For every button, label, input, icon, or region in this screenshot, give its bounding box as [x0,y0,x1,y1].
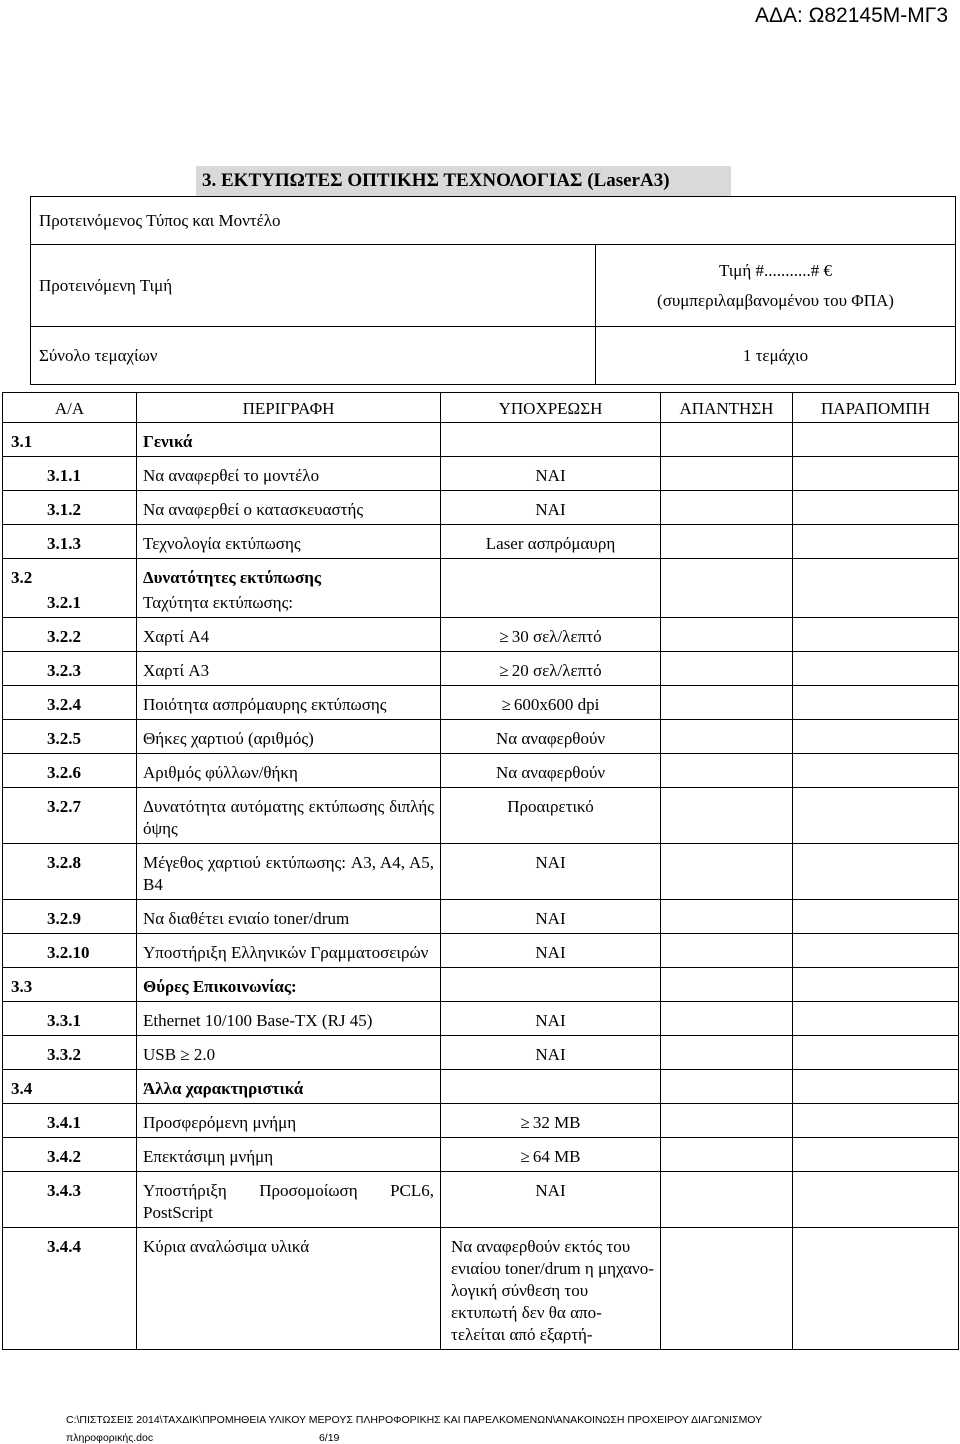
requirement-text: ΝΑΙ [535,943,566,962]
row-description: Υποστήριξη Προσομοίωση PCL6, PostScript [137,1172,441,1228]
row-reference-cell[interactable] [793,1036,959,1070]
row-requirement [441,618,661,652]
row-number: 3.2.8 [3,844,137,900]
row-answer-cell[interactable] [661,686,793,720]
row-requirement [441,1036,661,1070]
table-row [3,1036,959,1070]
quantity-label: Σύνολο τεμαχίων [31,327,596,385]
row-reference-cell[interactable] [793,423,959,457]
row-reference-cell[interactable] [793,754,959,788]
requirement-text: ΝΑΙ [535,500,566,519]
row-number: 3.2.6 [3,754,137,788]
table-row [3,457,959,491]
table-row [3,900,959,934]
row-reference-cell[interactable] [793,720,959,754]
requirement-text: 32 MB [532,1113,581,1132]
greater-equal-icon: ≥ [520,1113,530,1132]
row-reference-cell[interactable] [793,652,959,686]
table-row [3,1002,959,1036]
row-number: 3.2.1 [3,592,137,618]
row-description: Να αναφερθεί το μοντέλο [137,457,441,491]
row-description: Ethernet 10/100 Base-TX (RJ 45) [137,1002,441,1036]
row-requirement [441,1070,661,1104]
row-number: 3.4.3 [3,1172,137,1228]
row-description: Επεκτάσιμη μνήμη [137,1138,441,1172]
proposed-price-label: Προτεινόμενη Τιμή [31,245,596,327]
row-answer-cell[interactable] [661,652,793,686]
row-reference-cell[interactable] [793,1104,959,1138]
greater-equal-icon: ≥ [501,695,511,714]
requirement-text: ΝΑΙ [535,466,566,485]
section-row [3,559,959,593]
row-description: Δυνατότητα αυτόματης εκτύπωσης διπλής όψης [137,788,441,844]
row-description: Κύρια αναλώσιμα υλικά [137,1228,441,1350]
row-reference-cell[interactable] [793,844,959,900]
row-answer-cell[interactable] [661,1104,793,1138]
row-description: Ποιότητα ασπρόμαυρης εκτύπωσης [137,686,441,720]
col-header-aa: Α/Α [3,393,137,423]
row-requirement [441,559,661,593]
row-number: 3.2.9 [3,900,137,934]
requirement-text: Να αναφερθούν [495,763,606,782]
row-description: Ταχύτητα εκτύπωσης: [137,592,441,618]
row-answer-cell[interactable] [661,618,793,652]
table-row [3,592,959,618]
section-title: 3. ΕΚΤΥΠΩΤΕΣ ΟΠΤΙΚΗΣ ΤΕΧΝΟΛΟΓΙΑΣ (LaserA3) [196,166,731,196]
row-reference-cell[interactable] [793,934,959,968]
section-row [3,1070,959,1104]
row-number: 3.2.7 [3,788,137,844]
row-number: 3.1.2 [3,491,137,525]
footer-file-line [66,1432,339,1444]
row-requirement [441,525,661,559]
row-requirement [441,1104,661,1138]
row-description: Θήκες χαρτιού (αριθμός) [137,720,441,754]
row-answer-cell[interactable] [661,491,793,525]
row-requirement [441,1138,661,1172]
section-row [3,968,959,1002]
requirement-text: ΝΑΙ [535,1181,566,1200]
row-number: 3.1.1 [3,457,137,491]
row-number: 3.2.3 [3,652,137,686]
row-reference-cell[interactable] [793,968,959,1002]
row-reference-cell[interactable] [793,1138,959,1172]
row-description: USB ≥ 2.0 [137,1036,441,1070]
row-number: 3.2.2 [3,618,137,652]
row-number: 3.2.5 [3,720,137,754]
row-description: Θύρες Επικοινωνίας: [137,968,441,1002]
footer-page: 6/19 [318,1432,340,1444]
table-row [3,754,959,788]
row-requirement [441,788,661,844]
row-answer-cell[interactable] [661,968,793,1002]
row-description: Άλλα χαρακτηριστικά [137,1070,441,1104]
row-description: Υποστήριξη Ελληνικών Γραμματοσειρών [137,934,441,968]
row-reference-cell[interactable] [793,618,959,652]
row-answer-cell[interactable] [661,788,793,844]
row-answer-cell[interactable] [661,559,793,593]
greater-equal-icon: ≥ [520,1147,530,1166]
row-description: Δυνατότητες εκτύπωσης [137,559,441,593]
row-requirement [441,491,661,525]
row-reference-cell[interactable] [793,788,959,844]
row-description: Μέγεθος χαρτιού εκτύπωσης: A3, A4, A5, B4 [137,844,441,900]
row-answer-cell[interactable] [661,592,793,618]
row-answer-cell[interactable] [661,844,793,900]
table-row [3,1172,959,1228]
table-row [3,844,959,900]
row-answer-cell[interactable] [661,1228,793,1350]
row-description: Χαρτί A3 [137,652,441,686]
greater-equal-icon: ≥ [499,627,509,646]
row-requirement [441,1228,661,1350]
table-row [3,1104,959,1138]
row-description: Προσφερόμενη μνήμη [137,1104,441,1138]
row-requirement [441,900,661,934]
row-number: 3.2.10 [3,934,137,968]
row-reference-cell[interactable] [793,900,959,934]
row-reference-cell[interactable] [793,1228,959,1350]
row-answer-cell[interactable] [661,1172,793,1228]
offer-header-table [30,196,956,385]
requirement-text: 64 MB [532,1147,581,1166]
row-answer-cell[interactable] [661,423,793,457]
row-answer-cell[interactable] [661,457,793,491]
table-row [3,525,959,559]
col-header-description: ΠΕΡΙΓΡΑΦΗ [137,393,441,423]
col-header-answer: ΑΠΑΝΤΗΣΗ [661,393,793,423]
row-answer-cell[interactable] [661,1002,793,1036]
row-reference-cell[interactable] [793,491,959,525]
greater-equal-icon: ≥ [499,661,509,680]
row-description: Να αναφερθεί ο κατασκευαστής [137,491,441,525]
row-description: Τεχνολογία εκτύπωσης [137,525,441,559]
footer-path: C:\ΠΙΣΤΩΣΕΙΣ 2014\ΤΑΧΔΙΚ\ΠΡΟΜΗΘΕΙΑ ΥΛΙΚΟΥ ΜΕΡΟΥΣ ΠΛΗΡΟΦΟΡΙΚΗΣ ΚΑΙ ΠΑΡΕΛΚΟΜΕΝΩΝ\ΑΝΑΚΟΙΝΩΣΗ ΠΡΟΧΕΙΡΟΥ ΔΙΑΓΩΝΙΣΜΟΥ [66,1414,763,1426]
row-answer-cell[interactable] [661,1036,793,1070]
row-reference-cell[interactable] [793,559,959,593]
row-reference-cell[interactable] [793,1002,959,1036]
table-row [3,618,959,652]
spec-table [2,392,959,1350]
row-number: 3.3.2 [3,1036,137,1070]
requirement-text: Προαιρετικό [507,797,594,816]
row-requirement [441,934,661,968]
row-number: 3.4.1 [3,1104,137,1138]
table-row [3,1228,959,1350]
requirement-text: 600x600 dpi [513,695,600,714]
row-answer-cell[interactable] [661,720,793,754]
row-reference-cell[interactable] [793,1172,959,1228]
row-number: 3.2 [3,559,137,593]
row-requirement [441,844,661,900]
row-reference-cell[interactable] [793,686,959,720]
row-number: 3.4.2 [3,1138,137,1172]
row-answer-cell[interactable] [661,1138,793,1172]
price-value: Τιμή #...........# € [718,260,833,280]
table-row [3,788,959,844]
footer-file: πληροφορικής.doc [66,1432,154,1444]
table-row [3,686,959,720]
row-answer-cell[interactable] [661,525,793,559]
requirement-text: ΝΑΙ [535,1011,566,1030]
ada-code: ΑΔΑ: Ω82145Μ-ΜΓ3 [754,4,948,27]
row-requirement [441,652,661,686]
requirement-text: 20 σελ/λεπτό [511,661,602,680]
row-number: 3.2.4 [3,686,137,720]
row-requirement [441,1002,661,1036]
table-header-row [3,393,959,423]
requirement-text: ΝΑΙ [535,1045,566,1064]
proposed-type-label: Προτεινόμενος Τύπος και Μοντέλο [31,197,956,245]
row-reference-cell[interactable] [793,592,959,618]
row-requirement [441,592,661,618]
row-number: 3.4 [3,1070,137,1104]
requirement-text: ΝΑΙ [535,853,566,872]
row-description: Χαρτί A4 [137,618,441,652]
row-answer-cell[interactable] [661,900,793,934]
row-number: 3.1.3 [3,525,137,559]
col-header-reference: ΠΑΡΑΠΟΜΠΗ [793,393,959,423]
row-number: 3.1 [3,423,137,457]
requirement-text: Laser ασπρόμαυρη [485,534,616,553]
table-row [3,652,959,686]
price-note: (συμπεριλαμβανομένου του ΦΠΑ) [657,290,894,310]
row-number: 3.4.4 [3,1228,137,1350]
row-description: Γενικά [137,423,441,457]
row-answer-cell[interactable] [661,934,793,968]
row-answer-cell[interactable] [661,1070,793,1104]
row-answer-cell[interactable] [661,754,793,788]
table-row [3,720,959,754]
requirement-text: 30 σελ/λεπτό [511,627,602,646]
section-row [3,423,959,457]
row-requirement [441,457,661,491]
row-number: 3.3 [3,968,137,1002]
requirement-text: Να αναφερθούν [495,729,606,748]
row-requirement [441,686,661,720]
row-requirement [441,720,661,754]
row-reference-cell[interactable] [793,1070,959,1104]
table-row [3,934,959,968]
row-reference-cell[interactable] [793,457,959,491]
requirement-text: Να αναφερθούν εκτός του ενιαίου toner/drum η μηχανο-λογική σύνθεση του εκτυπωτή δεν θα απο-τελείται από εξαρτή- [451,1237,654,1344]
table-row [3,491,959,525]
row-requirement [441,423,661,457]
table-row [3,1138,959,1172]
row-number: 3.3.1 [3,1002,137,1036]
row-requirement [441,754,661,788]
row-requirement [441,968,661,1002]
quantity-value: 1 τεμάχιο [596,327,956,385]
row-description: Να διαθέτει ενιαίο toner/drum [137,900,441,934]
row-reference-cell[interactable] [793,525,959,559]
requirement-text: ΝΑΙ [535,909,566,928]
col-header-requirement: ΥΠΟΧΡΕΩΣΗ [441,393,661,423]
row-requirement [441,1172,661,1228]
row-description: Αριθμός φύλλων/θήκη [137,754,441,788]
